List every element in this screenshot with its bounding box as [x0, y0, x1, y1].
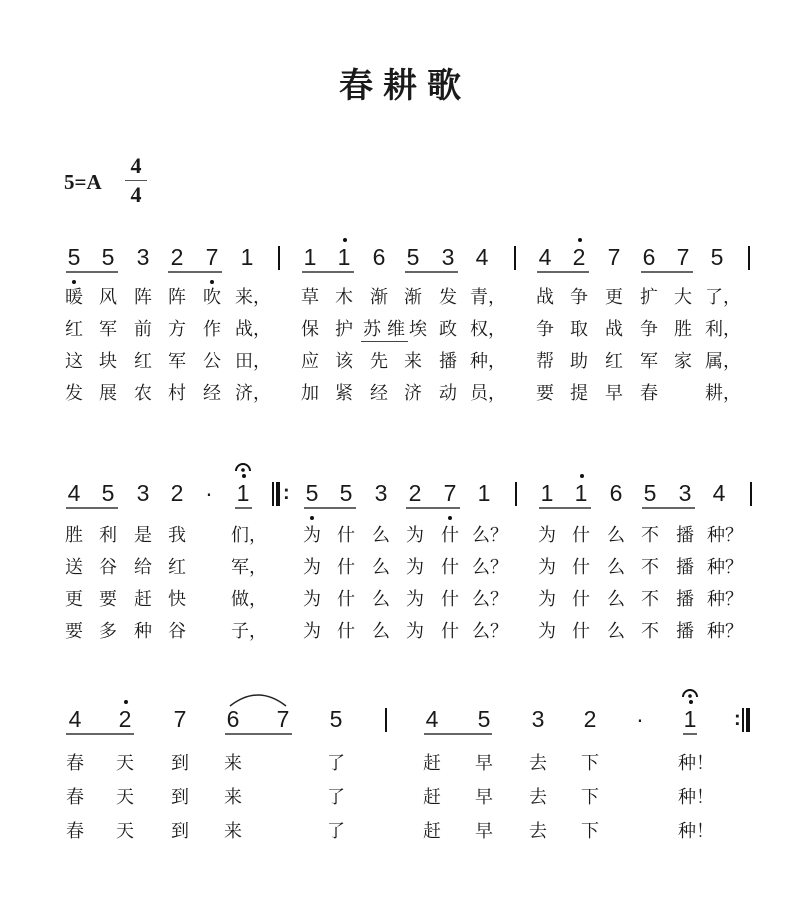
- lyric-syllable: 埃: [409, 319, 427, 340]
- lyric-syllable: 村: [168, 383, 186, 404]
- lyric-syllable: 赶: [423, 787, 441, 808]
- lyric-syllable: 谷: [99, 557, 117, 578]
- lyric-syllable: 要: [65, 621, 83, 642]
- lyric-syllable: 木: [335, 287, 353, 308]
- octave-dot-above: [689, 700, 693, 704]
- lyric-syllable: 种？: [707, 557, 743, 578]
- note: 6: [372, 244, 386, 270]
- lyric-syllable: 么: [607, 589, 625, 610]
- lyric-syllable: 经: [370, 383, 388, 404]
- lyric-syllable: 政: [439, 319, 457, 340]
- lyric-syllable: 么: [372, 557, 390, 578]
- lyric-syllable: 军，: [231, 557, 267, 578]
- lyric-syllable: 来: [404, 351, 422, 372]
- lyric-syllable: 么: [372, 525, 390, 546]
- lyric-syllable: 种，: [470, 351, 506, 372]
- time-signature-bottom: 4: [130, 182, 142, 207]
- lyric-syllable: 发: [65, 383, 83, 404]
- note: 2: [408, 480, 422, 506]
- note: 5: [406, 244, 420, 270]
- beam-underline: [683, 733, 697, 735]
- lyric-syllable: 什: [441, 621, 459, 642]
- lyric-syllable: 家: [674, 351, 692, 372]
- lyric-syllable: 来: [224, 753, 242, 774]
- lyric-syllable: 维: [387, 319, 405, 340]
- note: 5: [67, 244, 81, 270]
- lyric-syllable: 大: [674, 287, 692, 308]
- lyric-syllable: 为: [406, 589, 424, 610]
- lyric-syllable: 为: [406, 621, 424, 642]
- lyric-syllable: 争: [640, 319, 658, 340]
- slur-icon: [228, 690, 288, 713]
- note: 1: [477, 480, 491, 506]
- barline-thick: [746, 708, 750, 732]
- lyric-syllable: 为: [303, 525, 321, 546]
- lyric-syllable: 什: [572, 589, 590, 610]
- lyric-syllable: 种！: [678, 787, 714, 808]
- lyric-syllable: 去: [529, 753, 547, 774]
- time-signature-top: 4: [130, 153, 142, 178]
- barline: [278, 246, 280, 270]
- note: 4: [68, 706, 82, 732]
- lyric-syllable: 下: [581, 753, 599, 774]
- lyric-syllable: 不: [641, 621, 659, 642]
- lyric-syllable: 济: [404, 383, 422, 404]
- lyric-syllable: 青，: [470, 287, 506, 308]
- note: 4: [712, 480, 726, 506]
- lyric-syllable: 耕，: [705, 383, 741, 404]
- note: 1: [540, 480, 554, 506]
- lyric-syllable: 军: [168, 351, 186, 372]
- lyric-syllable: 什: [572, 621, 590, 642]
- lyric-syllable: 去: [529, 821, 547, 842]
- key-signature: 5=A: [64, 170, 102, 194]
- octave-dot-above: [578, 238, 582, 242]
- lyric-syllable: 先: [370, 351, 388, 372]
- note: 1: [236, 480, 250, 506]
- note: 7: [676, 244, 690, 270]
- note: 6: [642, 244, 656, 270]
- lyric-syllable: 是: [134, 525, 152, 546]
- lyric-syllable: 胜: [674, 319, 692, 340]
- note: 2: [170, 244, 184, 270]
- beam-underline: [235, 507, 252, 509]
- lyric-syllable: 谷: [168, 621, 186, 642]
- lyric-syllable: 帮: [536, 351, 554, 372]
- lyric-syllable: 什: [572, 557, 590, 578]
- lyric-syllable: 争: [536, 319, 554, 340]
- lyric-syllable: 利，: [705, 319, 741, 340]
- beam-underline: [642, 507, 695, 509]
- lyric-syllable: 什: [337, 525, 355, 546]
- lyric-syllable: 到: [171, 821, 189, 842]
- note: 7: [173, 706, 187, 732]
- barline: [748, 246, 750, 270]
- lyric-syllable: 什: [441, 525, 459, 546]
- lyric-syllable: 作: [203, 319, 221, 340]
- lyric-syllable: 属，: [705, 351, 741, 372]
- note: 6: [609, 480, 623, 506]
- beam-underline: [406, 507, 460, 509]
- lyric-syllable: 种？: [707, 525, 743, 546]
- octave-dot-above: [242, 474, 246, 478]
- lyric-syllable: 渐: [404, 287, 422, 308]
- lyric-syllable: 扩: [640, 287, 658, 308]
- lyric-syllable: 这: [65, 351, 83, 372]
- lyric-syllable: 风: [99, 287, 117, 308]
- beam-underline: [405, 271, 458, 273]
- lyric-syllable: 赶: [423, 753, 441, 774]
- beam-underline: [539, 507, 591, 509]
- note: 5: [710, 244, 724, 270]
- lyric-syllable: 了，: [705, 287, 741, 308]
- lyric-syllable: 红: [134, 351, 152, 372]
- beam-underline: [537, 271, 589, 273]
- lyric-syllable: 吹: [203, 287, 221, 308]
- note: 5: [305, 480, 319, 506]
- note: 3: [531, 706, 545, 732]
- barline-thick: [276, 482, 280, 506]
- note: 1: [683, 706, 697, 732]
- lyric-syllable: 红: [168, 557, 186, 578]
- note: 1: [574, 480, 588, 506]
- lyric-syllable: 动: [439, 383, 457, 404]
- octave-dot-below: [310, 516, 314, 520]
- lyric-syllable: 胜: [65, 525, 83, 546]
- lyric-syllable: 为: [538, 525, 556, 546]
- lyric-syllable: 早: [475, 821, 493, 842]
- lyric-syllable: 渐: [370, 287, 388, 308]
- lyric-syllable: 农: [134, 383, 152, 404]
- note: 4: [67, 480, 81, 506]
- proper-noun-underline: [361, 341, 408, 342]
- octave-dot-below: [72, 280, 76, 284]
- lyric-syllable: 春: [66, 753, 84, 774]
- octave-dot-above: [343, 238, 347, 242]
- note: 1: [240, 244, 254, 270]
- lyric-syllable: 赶: [134, 589, 152, 610]
- duration-dot: ·: [636, 706, 644, 732]
- lyric-syllable: 什: [337, 589, 355, 610]
- note: 5: [101, 244, 115, 270]
- lyric-syllable: 来: [224, 821, 242, 842]
- lyric-syllable: 子，: [231, 621, 267, 642]
- beam-underline: [424, 733, 492, 735]
- lyric-syllable: 方: [168, 319, 186, 340]
- note: 5: [643, 480, 657, 506]
- lyric-syllable: 天: [116, 821, 134, 842]
- lyric-syllable: 下: [581, 821, 599, 842]
- lyric-syllable: 么: [607, 557, 625, 578]
- lyric-syllable: 员，: [470, 383, 506, 404]
- note: 7: [443, 480, 457, 506]
- note: 1: [337, 244, 351, 270]
- lyric-syllable: 前: [134, 319, 152, 340]
- lyric-syllable: 春: [66, 821, 84, 842]
- lyric-syllable: 赶: [423, 821, 441, 842]
- lyric-syllable: 多: [99, 621, 117, 642]
- lyric-syllable: 什: [441, 557, 459, 578]
- lyric-syllable: 块: [99, 351, 117, 372]
- lyric-syllable: 什: [572, 525, 590, 546]
- lyric-syllable: 该: [335, 351, 353, 372]
- lyric-syllable: 权，: [470, 319, 506, 340]
- lyric-syllable: 到: [171, 753, 189, 774]
- lyric-syllable: 么: [372, 621, 390, 642]
- lyric-syllable: 播: [439, 351, 457, 372]
- lyric-syllable: 取: [570, 319, 588, 340]
- lyric-syllable: 种？: [707, 621, 743, 642]
- octave-dot-above: [124, 700, 128, 704]
- lyric-syllable: 不: [641, 557, 659, 578]
- lyric-syllable: 护: [335, 319, 353, 340]
- lyric-syllable: 发: [439, 287, 457, 308]
- lyric-syllable: 天: [116, 787, 134, 808]
- lyric-syllable: 早: [475, 787, 493, 808]
- lyric-syllable: 经: [203, 383, 221, 404]
- lyric-syllable: 么: [607, 621, 625, 642]
- lyric-syllable: 更: [605, 287, 623, 308]
- note: 2: [572, 244, 586, 270]
- lyric-syllable: 草: [301, 287, 319, 308]
- beam-underline: [304, 507, 356, 509]
- time-signature: [125, 153, 147, 208]
- note: 6: [226, 706, 240, 732]
- lyric-syllable: 紧: [335, 383, 353, 404]
- duration-dot: ·: [205, 480, 213, 506]
- lyric-syllable: 战: [536, 287, 554, 308]
- barline: [750, 482, 752, 506]
- lyric-syllable: 为: [538, 621, 556, 642]
- lyric-syllable: 去: [529, 787, 547, 808]
- note: 1: [303, 244, 317, 270]
- lyric-syllable: 战，: [235, 319, 271, 340]
- lyric-syllable: 田，: [235, 351, 271, 372]
- note: 3: [441, 244, 455, 270]
- lyric-syllable: 利: [99, 525, 117, 546]
- lyric-syllable: 应: [301, 351, 319, 372]
- song-title: 春耕歌: [339, 66, 471, 106]
- lyric-syllable: 到: [171, 787, 189, 808]
- lyric-syllable: 送: [65, 557, 83, 578]
- lyric-syllable: 战: [605, 319, 623, 340]
- lyric-syllable: 什: [337, 557, 355, 578]
- lyric-syllable: 播: [676, 525, 694, 546]
- lyric-syllable: 要: [99, 589, 117, 610]
- octave-dot-below: [448, 516, 452, 520]
- lyric-syllable: 更: [65, 589, 83, 610]
- lyric-syllable: 要: [536, 383, 554, 404]
- note: 3: [136, 480, 150, 506]
- lyric-syllable: 来: [224, 787, 242, 808]
- barline: [515, 482, 517, 506]
- lyric-syllable: 播: [676, 557, 694, 578]
- lyric-syllable: 助: [570, 351, 588, 372]
- fermata-icon: [234, 460, 252, 474]
- lyric-syllable: 们，: [231, 525, 267, 546]
- note: 7: [205, 244, 219, 270]
- note: 4: [425, 706, 439, 732]
- note: 5: [339, 480, 353, 506]
- fermata-icon: [681, 686, 699, 700]
- note: 2: [118, 706, 132, 732]
- beam-underline: [66, 507, 118, 509]
- lyric-syllable: 了: [327, 753, 345, 774]
- lyric-syllable: 什: [337, 621, 355, 642]
- lyric-syllable: 保: [301, 319, 319, 340]
- note: 2: [170, 480, 184, 506]
- beam-underline: [168, 271, 222, 273]
- lyric-syllable: 播: [676, 589, 694, 610]
- barline: [514, 246, 516, 270]
- lyric-syllable: 么？: [472, 589, 508, 610]
- lyric-syllable: 不: [641, 589, 659, 610]
- lyric-syllable: 为: [406, 557, 424, 578]
- lyric-syllable: 种！: [678, 821, 714, 842]
- beam-underline: [302, 271, 354, 273]
- lyric-syllable: 种: [134, 621, 152, 642]
- lyric-syllable: 春: [640, 383, 658, 404]
- lyric-syllable: 红: [65, 319, 83, 340]
- lyric-syllable: 春: [66, 787, 84, 808]
- lyric-syllable: 阵: [168, 287, 186, 308]
- lyric-syllable: 军: [640, 351, 658, 372]
- lyric-syllable: 展: [99, 383, 117, 404]
- lyric-syllable: 为: [303, 557, 321, 578]
- lyric-syllable: 阵: [134, 287, 152, 308]
- note: 5: [477, 706, 491, 732]
- beam-underline: [225, 733, 292, 735]
- lyric-syllable: 什: [441, 589, 459, 610]
- octave-dot-above: [580, 474, 584, 478]
- lyric-syllable: 我: [168, 525, 186, 546]
- lyric-syllable: 早: [475, 753, 493, 774]
- lyric-syllable: 做，: [231, 589, 267, 610]
- lyric-syllable: 提: [570, 383, 588, 404]
- lyric-syllable: 为: [406, 525, 424, 546]
- lyric-syllable: 争: [570, 287, 588, 308]
- note: 7: [607, 244, 621, 270]
- lyric-syllable: 红: [605, 351, 623, 372]
- lyric-syllable: 快: [168, 589, 186, 610]
- note: 5: [101, 480, 115, 506]
- lyric-syllable: 暖: [65, 287, 83, 308]
- lyric-syllable: 来，: [235, 287, 271, 308]
- lyric-syllable: 天: [116, 753, 134, 774]
- note: 2: [583, 706, 597, 732]
- lyric-syllable: 苏: [363, 319, 381, 340]
- lyric-syllable: 了: [327, 821, 345, 842]
- note: 4: [475, 244, 489, 270]
- octave-dot-below: [210, 280, 214, 284]
- lyric-syllable: 么？: [472, 621, 508, 642]
- note: 3: [136, 244, 150, 270]
- repeat-start-dots: :: [283, 482, 290, 504]
- lyric-syllable: 下: [581, 787, 599, 808]
- lyric-syllable: 为: [538, 589, 556, 610]
- lyric-syllable: 公: [203, 351, 221, 372]
- barline-thin: [272, 482, 274, 506]
- lyric-syllable: 为: [303, 621, 321, 642]
- note: 5: [329, 706, 343, 732]
- lyric-syllable: 么？: [472, 557, 508, 578]
- lyric-syllable: 济，: [235, 383, 271, 404]
- note: 3: [374, 480, 388, 506]
- lyric-syllable: 军: [99, 319, 117, 340]
- barline-thin: [742, 708, 744, 732]
- lyric-syllable: 不: [641, 525, 659, 546]
- time-signature-divider: [125, 180, 147, 181]
- beam-underline: [641, 271, 693, 273]
- barline: [385, 708, 387, 732]
- lyric-syllable: 了: [327, 787, 345, 808]
- lyric-syllable: 种？: [707, 589, 743, 610]
- lyric-syllable: 么: [607, 525, 625, 546]
- lyric-syllable: 播: [676, 621, 694, 642]
- lyric-syllable: 加: [301, 383, 319, 404]
- page-cutoff: [0, 848, 810, 908]
- note: 4: [538, 244, 552, 270]
- lyric-syllable: 为: [538, 557, 556, 578]
- lyric-syllable: 给: [134, 557, 152, 578]
- beam-underline: [66, 733, 134, 735]
- beam-underline: [66, 271, 118, 273]
- note: 7: [276, 706, 290, 732]
- lyric-syllable: 么？: [472, 525, 508, 546]
- lyric-syllable: 早: [605, 383, 623, 404]
- lyric-syllable: 为: [303, 589, 321, 610]
- lyric-syllable: 么: [372, 589, 390, 610]
- lyric-syllable: 种！: [678, 753, 714, 774]
- repeat-end-dots: :: [734, 708, 741, 730]
- note: 3: [678, 480, 692, 506]
